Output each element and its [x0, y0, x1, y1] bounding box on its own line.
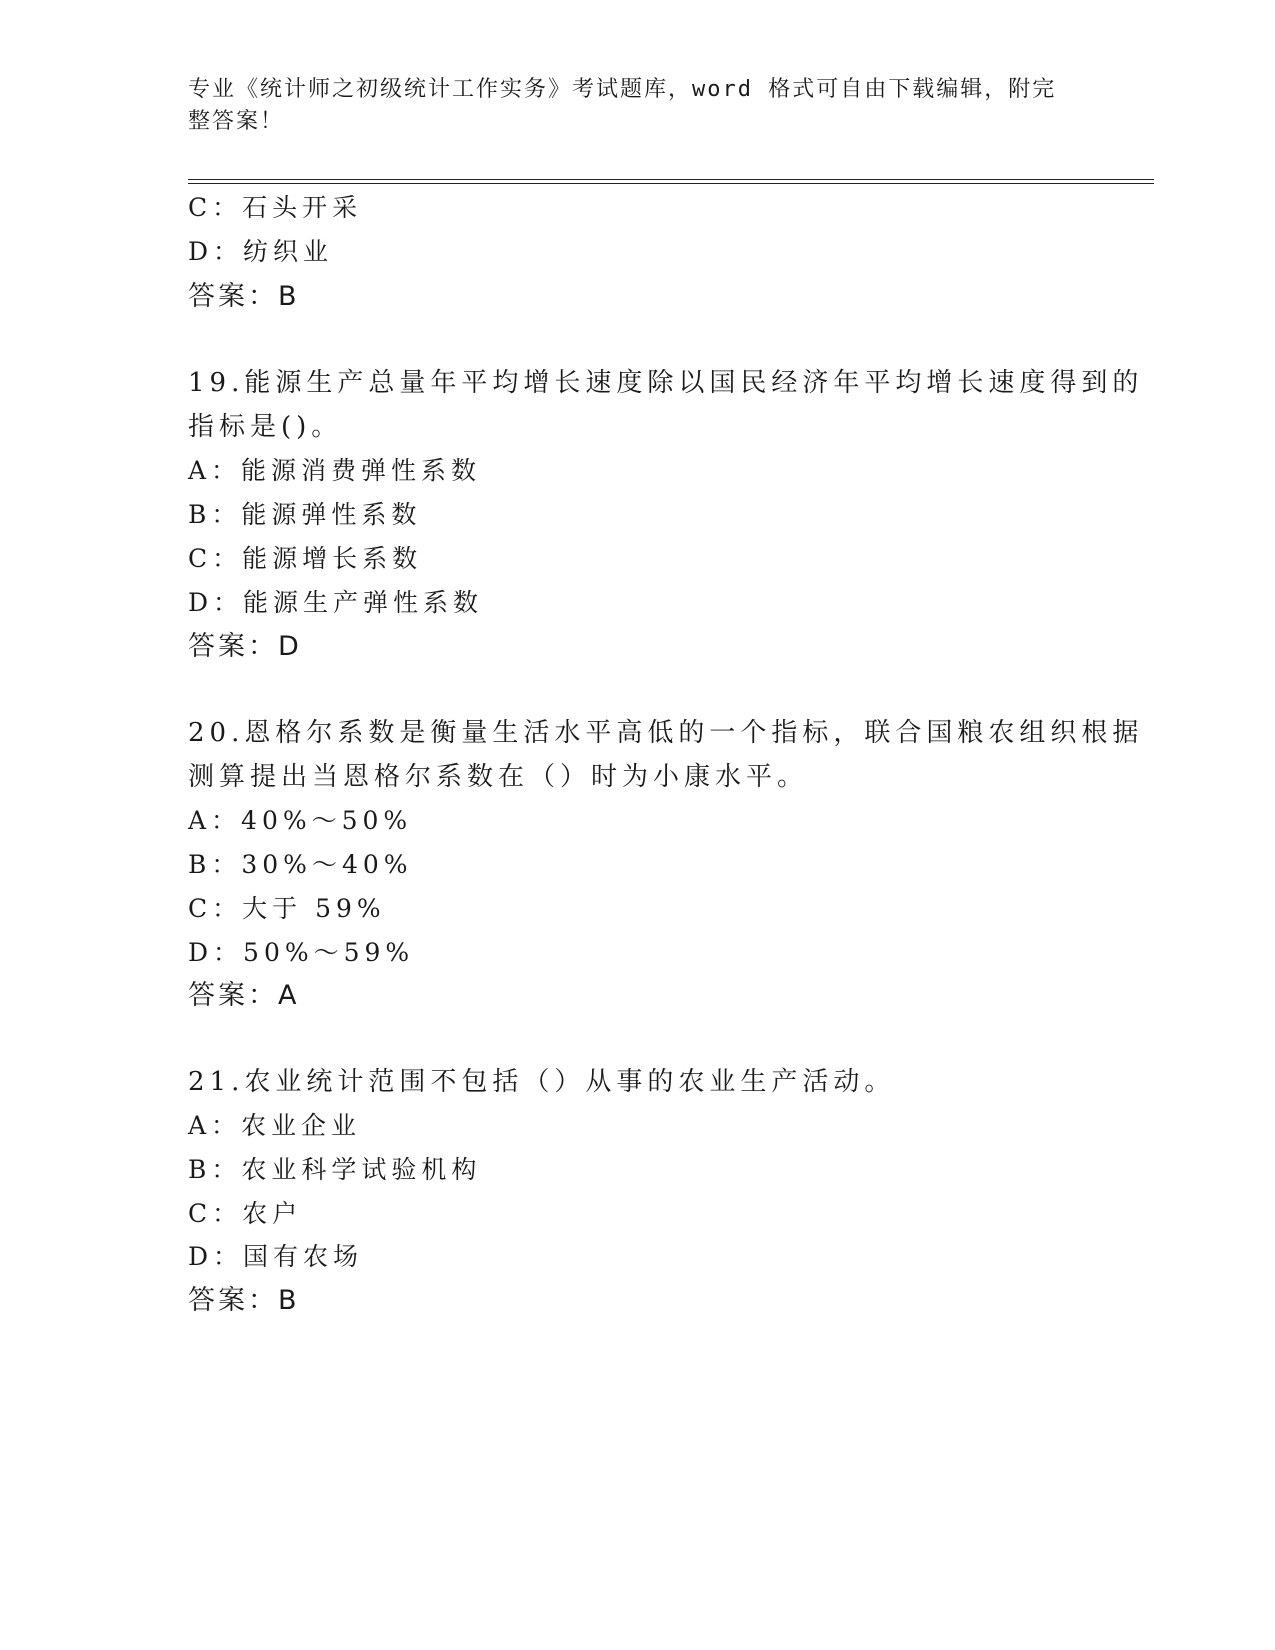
q20-answer: 答案：A	[188, 980, 300, 1011]
q21-option-a: A：农业企业	[188, 1111, 362, 1140]
q21-option-b: B：农业科学试验机构	[188, 1155, 482, 1184]
q20-option-c: C：大于 59%	[188, 894, 386, 923]
header-line-2: 整答案！	[188, 109, 285, 134]
document-header	[188, 74, 1068, 138]
q19-text-line-2: 指标是()。	[188, 412, 343, 442]
q20-text-line-1: 20.恩格尔系数是衡量生活水平高低的一个指标，联合国粮农组织根据	[188, 718, 1144, 748]
q19-answer: 答案：D	[188, 631, 302, 662]
q19-text-line-1: 19.能源生产总量年平均增长速度除以国民经济年平均增长速度得到的	[188, 368, 1144, 398]
q20-option-a: A：40%～50%	[188, 806, 413, 835]
q20-option-b: B：30%～40%	[188, 850, 413, 879]
q20-option-d: D：50%～59%	[188, 938, 415, 967]
q19-option-d: D：能源生产弹性系数	[188, 588, 484, 617]
prev-option-c: C：石头开采	[188, 193, 363, 222]
q21-option-c: C：农户	[188, 1199, 303, 1228]
q20-text-line-2: 测算提出当恩格尔系数在（）时为小康水平。	[188, 762, 809, 792]
header-divider-bottom	[188, 183, 1154, 184]
q21-option-d: D：国有农场	[188, 1242, 364, 1271]
q21-answer: 答案：B	[188, 1285, 300, 1316]
prev-answer: 答案：B	[188, 281, 300, 312]
prev-option-d: D：纺织业	[188, 237, 334, 266]
q19-option-c: C：能源增长系数	[188, 544, 423, 573]
q19-option-a: A：能源消费弹性系数	[188, 456, 482, 485]
q19-option-b: B：能源弹性系数	[188, 500, 422, 529]
q21-text-line-1: 21.农业统计范围不包括（）从事的农业生产活动。	[188, 1067, 896, 1097]
header-divider-top	[188, 179, 1154, 180]
header-line-1: 专业《统计师之初级统计工作实务》考试题库，word 格式可自由下载编辑，附完	[188, 77, 1057, 102]
